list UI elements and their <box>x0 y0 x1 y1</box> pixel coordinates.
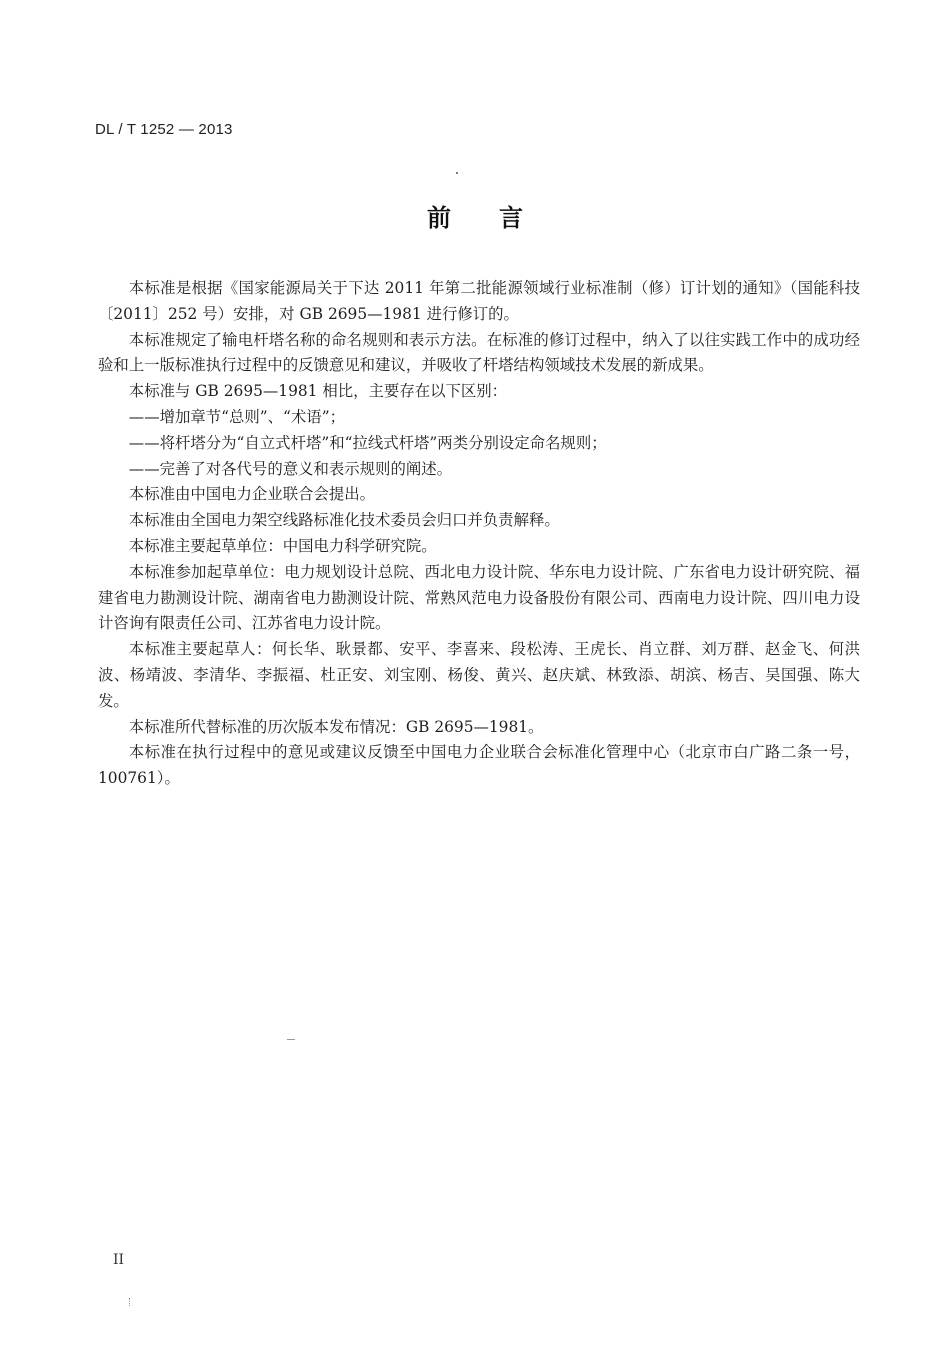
paragraph-feedback: 本标准在执行过程中的意见或建议反馈至中国电力企业联合会标准化管理中心（北京市白广路二条一号，100761）。 <box>98 743 860 788</box>
paragraph-basis: 本标准是根据《国家能源局关于下达 2011 年第二批能源领域行业标准制（修）订计划的通知》（国能科技〔2011〕252 号）安排，对 GB 2695—1981 进行修订的。 <box>98 279 860 323</box>
standard-code: DL / T 1252 — 2013 <box>95 121 233 138</box>
paragraph-main-drafting-unit: 本标准主要起草单位：中国电力科学研究院。 <box>128 536 437 555</box>
scan-mark <box>287 1039 295 1040</box>
paragraph-administrator: 本标准由全国电力架空线路标准化技术委员会归口并负责解释。 <box>128 511 560 530</box>
paragraph-differences: 本标准与 GB 2695—1981 相比，主要存在以下区别： <box>128 382 508 401</box>
paragraph-proposer: 本标准由中国电力企业联合会提出。 <box>128 485 376 504</box>
paragraph-previous-editions: 本标准所代替标准的历次版本发布情况：GB 2695—1981。 <box>128 717 544 736</box>
page-number: II <box>113 1252 125 1268</box>
difference-item: ——增加章节“总则”、“术语”； <box>128 407 345 426</box>
paragraph-participating-units: 本标准参加起草单位：电力规划设计总院、西北电力设计院、华东电力设计院、广东省电力设计研究院、福建省电力勘测设计院、湖南省电力勘测设计院、常熟风范电力设备股份有限公司、西南电力设计院、四川电力设计咨询有限责任公司、江苏省电力设计院。 <box>98 562 860 633</box>
page-title: 前言 <box>427 204 571 232</box>
difference-item: ——完善了对各代号的意义和表示规则的阐述。 <box>128 459 453 478</box>
paragraph-scope: 本标准规定了输电杆塔名称的命名规则和表示方法。在标准的修订过程中，纳入了以往实践工作中的成功经验和上一版标准执行过程中的反馈意见和建议，并吸收了杆塔结构领域技术发展的新成果。 <box>98 330 860 375</box>
difference-item: ——将杆塔分为“自立式杆塔”和“拉线式杆塔”两类分别设定命名规则； <box>128 433 607 452</box>
scan-dot <box>456 172 458 174</box>
foreword-body <box>98 276 860 792</box>
paragraph-drafters: 本标准主要起草人：何长华、耿景都、安平、李喜来、段松涛、王虎长、肖立群、刘万群、赵金飞、何洪波、杨靖波、李清华、李振福、杜正安、刘宝刚、杨俊、黄兴、赵庆斌、林致添、胡滨、杨吉、吴国强、陈大发。 <box>98 640 860 710</box>
scan-mark <box>129 1298 133 1306</box>
